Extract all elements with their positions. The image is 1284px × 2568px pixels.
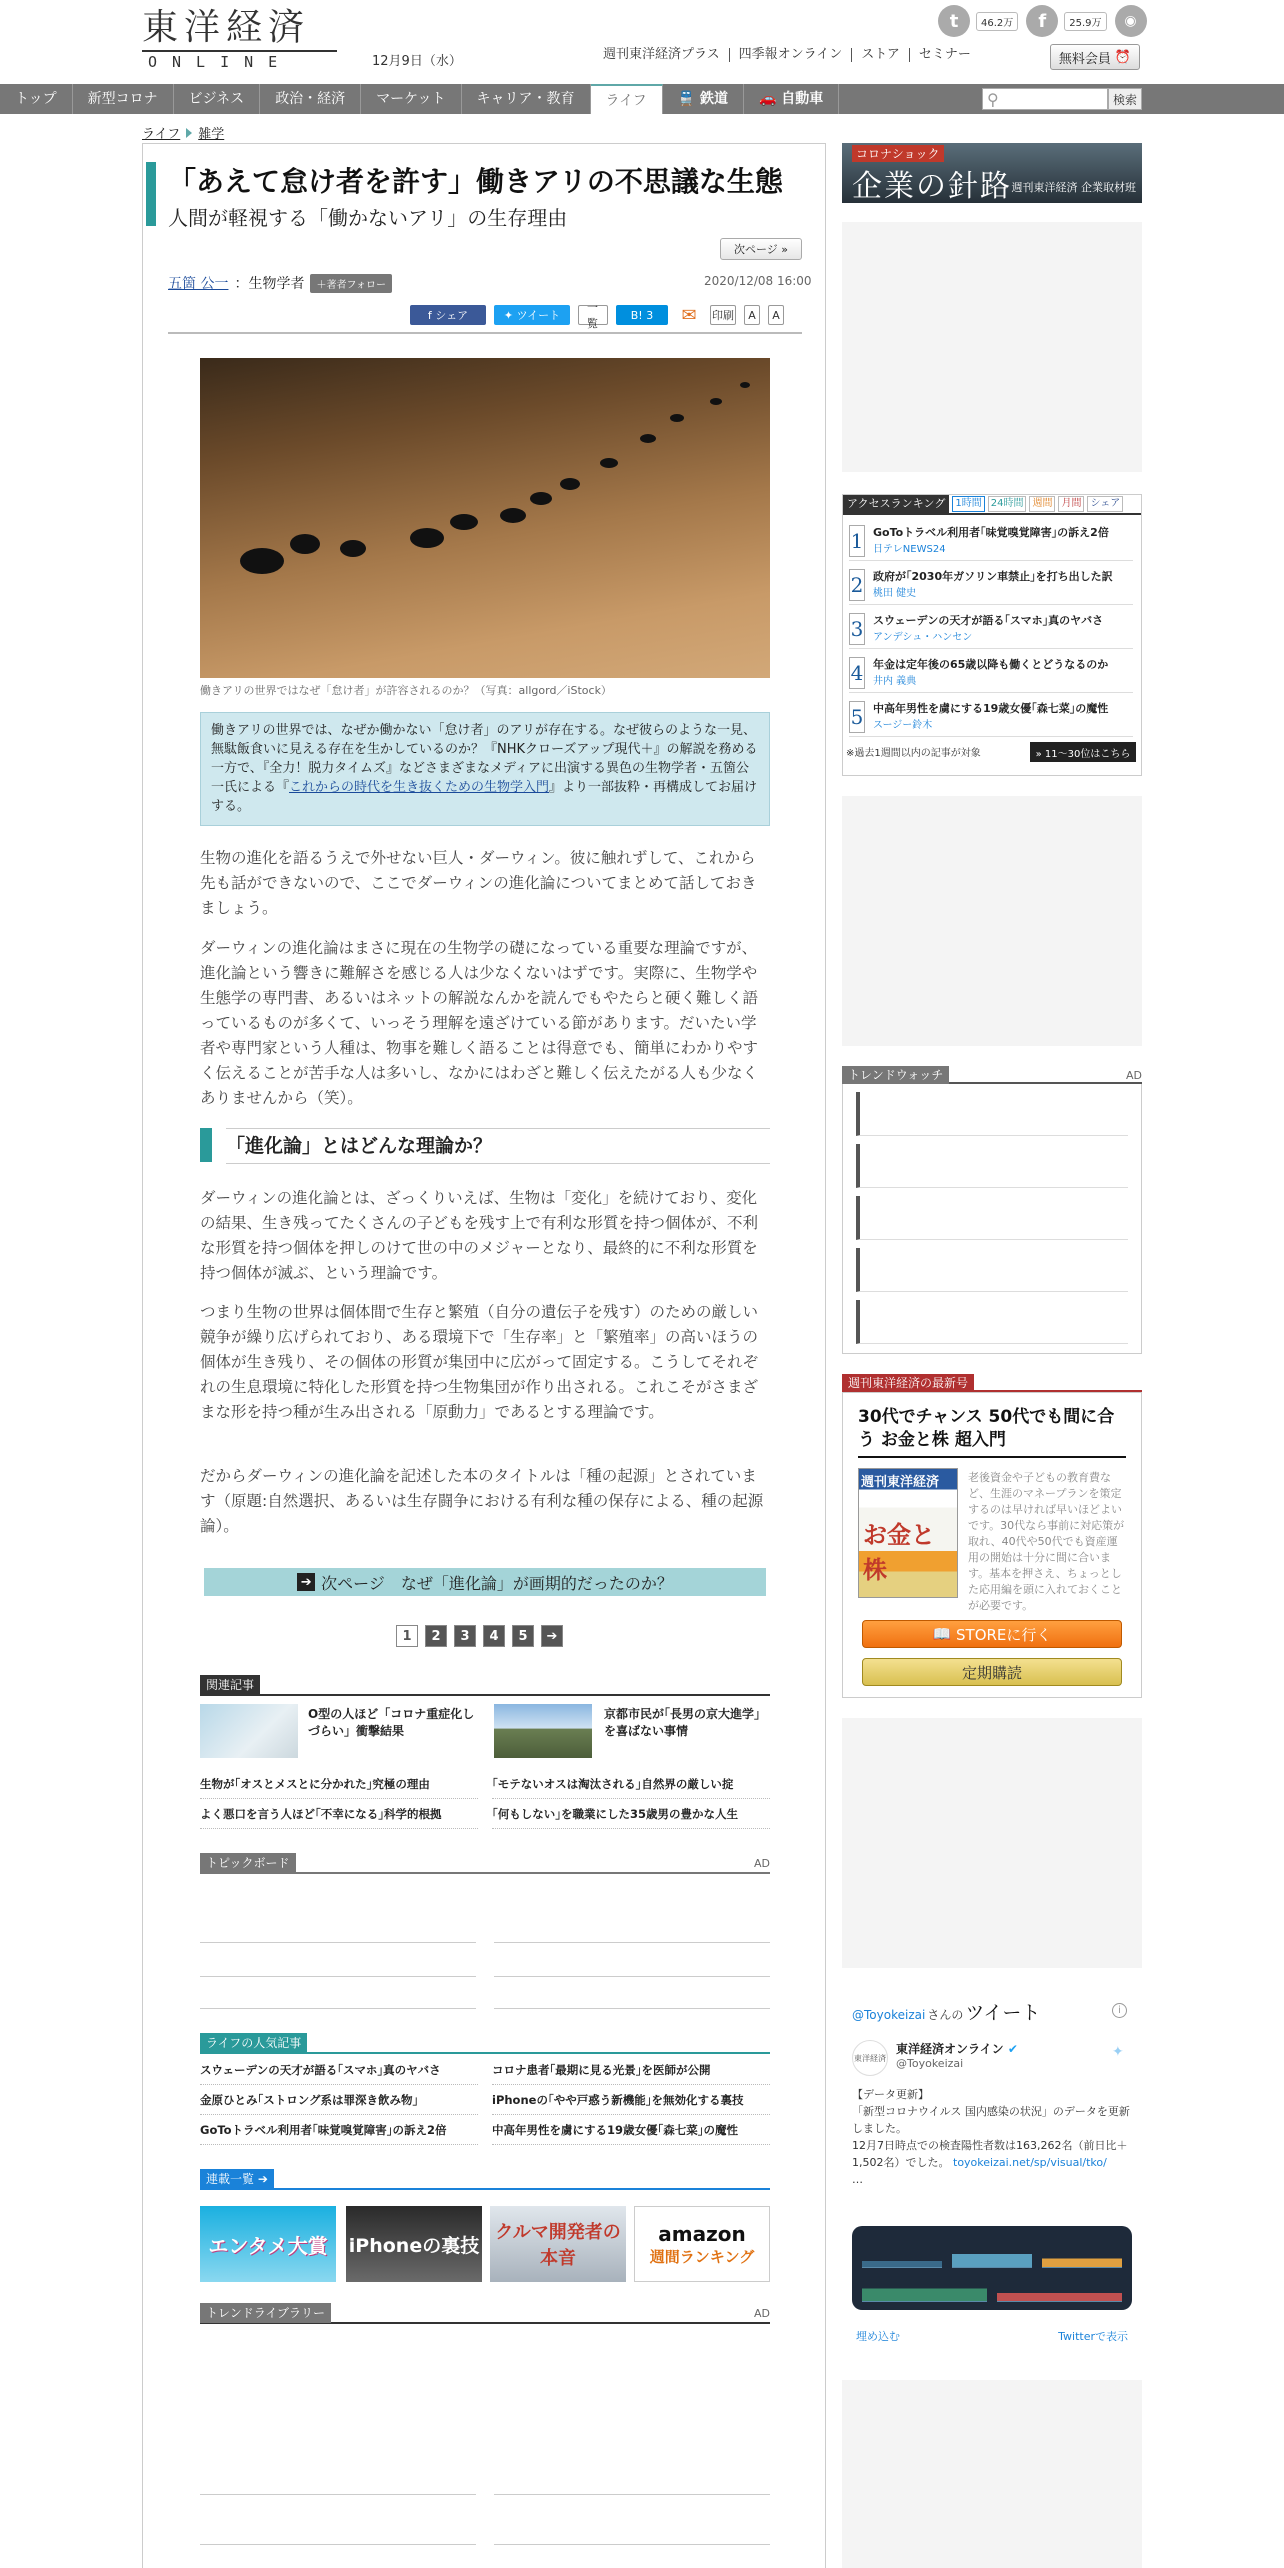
- tweet-text: 【データ更新】 「新型コロナウイルス 国内感染の状況」のデータを更新しました。 12月7日時点での検査陽性者数は163,262名（前日比＋1,502名）でした。 toyokeizai.net/sp/visual/tko/ …: [852, 2088, 1130, 2186]
- nav-business[interactable]: ビジネス: [174, 84, 261, 114]
- twitter-count: 46.2万: [976, 12, 1018, 31]
- tweet-account[interactable]: [852, 2040, 1132, 2076]
- nav-career[interactable]: キャリア・教育: [462, 84, 591, 114]
- ad-label: AD: [754, 1857, 770, 1870]
- twitter-bird-icon: ✦: [503, 308, 517, 322]
- rank-number: 5: [849, 701, 865, 733]
- mail-icon[interactable]: ✉: [681, 304, 697, 326]
- rank-number: 3: [849, 613, 865, 645]
- breadcrumb-life[interactable]: ライフ: [142, 127, 181, 142]
- section-heading: 「進化論」とはどんな理論か？: [226, 1128, 770, 1164]
- access-ranking: [842, 494, 1142, 776]
- ranking-more-link[interactable]: » 11～30位はこちら: [1030, 742, 1136, 762]
- next-page-label: 次ページ なぜ「進化論」が画期的だったのか？: [321, 1573, 673, 1593]
- related-section-head: [200, 1674, 770, 1696]
- breadcrumb-arrow-icon: [186, 128, 192, 138]
- rank-number: 2: [849, 569, 865, 601]
- page-1[interactable]: 1: [396, 1625, 418, 1647]
- article-paragraph: 生物の進化を語るうえで外せない巨人・ダーウィン。彼に触れずして、これから先も話ができないので、ここでダーウィンの進化論についてまとめて話しておきましょう。: [200, 849, 757, 917]
- rank-source: 井内 義典: [873, 676, 917, 687]
- arrow-right-icon: ➔: [297, 1573, 315, 1591]
- pagination: [396, 1625, 563, 1647]
- rank-number: 4: [849, 657, 865, 689]
- author-follow-button[interactable]: [310, 274, 392, 293]
- store-label: STOREに行く: [956, 1625, 1052, 1644]
- tweet-link[interactable]: toyokeizai.net/sp/visual/tko/: [953, 2156, 1107, 2169]
- share-bar: [410, 301, 784, 330]
- related-thumb[interactable]: [494, 1704, 592, 1758]
- rank-source: 日テレNEWS24: [873, 544, 946, 555]
- photo-caption: 働きアリの世界ではなぜ「怠け者」が許容されるのか？（写真：allgord／iStock）: [200, 684, 612, 697]
- verified-badge-icon: ✔: [1007, 2042, 1018, 2056]
- facebook-icon[interactable]: f: [1026, 5, 1058, 37]
- related-row: [200, 1806, 770, 1829]
- banner-credit: 週刊東洋経済 企業取材班: [1011, 181, 1136, 194]
- magazine-head-label: 週刊東洋経済の最新号: [842, 1374, 974, 1392]
- article-paragraph: だからダーウィンの進化論を記述した本のタイトルは「種の起源」とされています（原題:自然選択、あるいは生存闘争における有利な種の保存による、種の起源論）。: [200, 1467, 764, 1535]
- train-icon: 🚆: [677, 91, 696, 107]
- rank-tab-week[interactable]: 週間: [1029, 496, 1055, 512]
- nav-politics[interactable]: 政治・経済: [260, 84, 361, 114]
- series-head-label: 連載一覧 ➔: [200, 2169, 274, 2189]
- print-button[interactable]: 印刷: [710, 305, 736, 325]
- magazine-title[interactable]: 30代でチャンス 50代でも間に合う お金と株 超入門: [858, 1406, 1126, 1458]
- article-title: 「あえて怠け者を許す」働きアリの不思議な生態: [168, 165, 783, 198]
- rank-source: スージー鈴木: [873, 720, 933, 731]
- social-counts: [938, 4, 1147, 38]
- series-ranking-label: 週間ランキング: [649, 2247, 755, 2266]
- rank-tab-1h[interactable]: 1時間: [952, 496, 984, 512]
- related-row: [200, 1776, 770, 1799]
- ranking-item[interactable]: [849, 525, 1133, 561]
- article-lead: [200, 712, 770, 826]
- search-icon: ⚲: [987, 89, 999, 109]
- rank-source: アンデシュ・ハンセン: [873, 632, 973, 643]
- popular-row: [200, 2062, 770, 2085]
- publish-date: 2020/12/08 16:00: [704, 274, 812, 288]
- author-name[interactable]: 五箇 公一: [168, 276, 229, 292]
- ad-slot: [842, 2380, 1142, 2568]
- topic-board-label: トピックボード: [200, 1853, 296, 1873]
- logo-kanji: 東洋経済: [142, 7, 311, 48]
- twitter-icon[interactable]: t: [938, 5, 970, 37]
- embed-link[interactable]: 埋め込む: [856, 2330, 900, 2343]
- lead-text-pre: 働きアリの世界では、なぜか働かない「怠け者」のアリが存在する。なぜ彼らのような一見、無駄飯食いに見える存在を生かしているのか？『NHKクローズアップ現代＋』の解説を務める一方で、『全力！脱力タイムズ』などさまざまなメディアに出演する異色の生物学者・五箇公一氏による『: [211, 723, 758, 795]
- rank-source: 桃田 健史: [873, 588, 917, 599]
- popular-item[interactable]: 中高年男性を虜にする19歳女優｢森七菜｣の魔性: [492, 2122, 770, 2145]
- subscribe-button[interactable]: 定期購読: [862, 1658, 1122, 1686]
- cover-headline: お金と株: [863, 1520, 935, 1584]
- popular-section-head: [200, 2032, 770, 2054]
- page-2[interactable]: 2: [425, 1625, 447, 1647]
- ranking-note: ※過去1週間以内の記事が対象: [846, 748, 981, 759]
- trend-slot[interactable]: [856, 1248, 1128, 1292]
- amazon-logo-icon: amazon: [658, 2221, 746, 2246]
- page-5[interactable]: 5: [512, 1625, 534, 1647]
- toplink-plus[interactable]: 週刊東洋経済プラス: [603, 47, 720, 62]
- twitter-san: さんの: [927, 2008, 964, 2022]
- nav-railway-label: 鉄道: [699, 91, 728, 107]
- ad-slot: [842, 222, 1142, 472]
- rank-title: 年金は定年後の65歳以降も働くとどうなるのか: [873, 658, 1109, 671]
- toplink-shikiho[interactable]: 四季報オンライン: [729, 48, 852, 62]
- page-next-arrow-icon[interactable]: ➔: [541, 1625, 563, 1647]
- nav-car-label: 自動車: [781, 91, 824, 107]
- trend-slot[interactable]: [856, 1092, 1128, 1136]
- series-entertainment[interactable]: エンタメ大賞: [200, 2206, 336, 2282]
- trend-watch-head: [842, 1064, 1142, 1084]
- series-section-head: [200, 2168, 770, 2190]
- related-head-label: 関連記事: [200, 1675, 260, 1695]
- ad-slot: [842, 796, 1142, 1046]
- next-page-button[interactable]: 次ページ »: [720, 238, 802, 260]
- cover-brand: 週刊東洋経済: [861, 1475, 940, 1490]
- breadcrumb: [142, 123, 224, 142]
- fb-share-label: シェア: [435, 309, 469, 322]
- popular-row: [200, 2092, 770, 2115]
- topic-board-head: [200, 1852, 770, 1874]
- related-item[interactable]: ｢モテないオスは淘汰される｣自然界の厳しい掟: [492, 1776, 770, 1799]
- rank-tab-24h[interactable]: 24時間: [988, 496, 1027, 512]
- next-page-link[interactable]: [204, 1568, 766, 1596]
- font-small-button[interactable]: A: [744, 305, 760, 325]
- rank-tab-month[interactable]: 月間: [1058, 496, 1084, 512]
- page-3[interactable]: 3: [454, 1625, 476, 1647]
- nav-car[interactable]: [744, 84, 839, 114]
- nav-corona[interactable]: 新型コロナ: [73, 84, 174, 114]
- twitter-widget-footer: [856, 2328, 1128, 2344]
- twitter-bird-icon: ✦: [1112, 2044, 1124, 2060]
- rank-title: 中高年男性を虜にする19歳女優｢森七菜｣の魔性: [873, 702, 1109, 715]
- rss-icon[interactable]: ◉: [1115, 5, 1147, 37]
- breadcrumb-trivia[interactable]: 雑学: [198, 127, 225, 142]
- ad-slot: [842, 1718, 1142, 1968]
- book-icon: 📖: [932, 1625, 957, 1643]
- lead-text-post: 』より一部抜粋・再構成してお届けする。: [211, 780, 758, 814]
- series-ranking[interactable]: [634, 2206, 770, 2282]
- header-date: 12月9日（水）: [372, 54, 462, 69]
- banner-tag: コロナショック: [852, 145, 944, 162]
- trend-watch-label: トレンドウォッチ: [842, 1066, 949, 1084]
- alarm-clock-icon: ⏰: [1114, 49, 1132, 65]
- twitter-tweet-label: ツイート: [965, 2002, 1041, 2024]
- tweet-image[interactable]: [852, 2226, 1132, 2310]
- corona-shock-banner[interactable]: [842, 143, 1142, 203]
- trend-library-head: [200, 2302, 770, 2324]
- nav-market[interactable]: マーケット: [361, 84, 461, 114]
- related-item[interactable]: よく悪口を言う人ほど｢不幸になる｣科学的根拠: [200, 1806, 478, 1829]
- ad-label: AD: [1126, 1069, 1142, 1082]
- twitter-share-button[interactable]: [494, 305, 570, 325]
- rank-title: 政府が｢2030年ガソリン車禁止｣を打ち出した訳: [873, 570, 1113, 583]
- popular-item[interactable]: スウェーデンの天才が語る｢スマホ｣真のヤバさ: [200, 2062, 478, 2085]
- free-member-button[interactable]: [1050, 44, 1140, 70]
- article-paragraph: ダーウィンの進化論はまさに現在の生物学の礎になっている重要な理論ですが、進化論という響きに難解さを感じる人は少なくないはずです。実際に、生物学や生態学の専門書、あるいはネットの解説なんかを読んでもやたらと硬く難しく語っているものが多くて、いっそう理解を遠ざけている節があります。だいたい学者や専門家という人種は、物事を難しく語ることは得意でも、簡単にわかりやすく伝えることが苦手な人は多いし、なかにはわざと難しく伝えたがる人も少なくありませんから（笑）。: [200, 939, 759, 1107]
- popular-item[interactable]: コロナ患者｢最期に見る光景｣を医師が公開: [492, 2062, 770, 2085]
- popular-head-label: ライフの人気記事: [200, 2033, 307, 2053]
- account-avatar: 東洋経済: [852, 2040, 888, 2076]
- search-button[interactable]: 検索: [1108, 88, 1142, 110]
- info-icon[interactable]: i: [1112, 2003, 1127, 2018]
- trend-slot[interactable]: [856, 1196, 1128, 1240]
- logo-online: ONLINE: [142, 50, 337, 72]
- facebook-count: 25.9万: [1064, 12, 1106, 31]
- tw-share-label: ツイート: [516, 309, 561, 322]
- member-label: 無料会員: [1058, 51, 1111, 67]
- share-list-button[interactable]: 一覧: [578, 305, 608, 325]
- ranking-title: アクセスランキング: [843, 495, 949, 513]
- banner-title: 企業の針路: [852, 169, 1012, 203]
- ranking-head: [843, 495, 1141, 515]
- nav-life[interactable]: ライフ: [591, 84, 663, 114]
- rank-number: 1: [849, 525, 865, 557]
- account-handle: @Toyokeizai: [896, 2057, 964, 2070]
- nav-railway[interactable]: [663, 84, 744, 114]
- site-logo[interactable]: [142, 8, 337, 70]
- magazine-cover[interactable]: [858, 1468, 958, 1598]
- author-role: ：生物学者: [234, 276, 305, 292]
- search-input[interactable]: [982, 88, 1108, 110]
- toplink-store[interactable]: ストア: [851, 48, 909, 62]
- ranking-item[interactable]: [849, 701, 1133, 737]
- top-links: [594, 48, 980, 62]
- account-name: 東洋経済オンライン ✔: [896, 2042, 1018, 2056]
- trend-slot[interactable]: [856, 1144, 1128, 1188]
- author-line: [168, 273, 392, 293]
- related-card-title[interactable]: O型の人ほど「コロナ重症化しづらい」衝撃結果: [308, 1707, 475, 1738]
- popular-item[interactable]: GoToトラベル利用者｢味覚嗅覚障害｣の訴え2倍: [200, 2122, 478, 2145]
- trend-library-label: トレンドライブラリー: [200, 2303, 331, 2323]
- car-icon: 🚗: [758, 91, 777, 107]
- series-iphone[interactable]: iPhoneの裏技: [346, 2206, 482, 2282]
- popular-row: [200, 2122, 770, 2145]
- hatena-bookmark-button[interactable]: B! 3: [616, 305, 668, 325]
- article-paragraph: つまり生物の世界は個体間で生存と繁殖（自分の遺伝子を残す）のための厳しい競争が繰り広げられており、ある環境下で「生存率」と「繁殖率」の高いほうの個体が生き残り、その個体の形質が集団中に広がって固定する。こうしてそれぞれの生息環境に特化した形質を持つ生物集団が作り出される。これこそがさまざまな形を持つ種が生み出される「原動力」であるとする理論です。: [200, 1303, 759, 1421]
- article-photo: [200, 358, 770, 678]
- twitter-widget-head: [852, 1998, 1132, 2025]
- font-large-button[interactable]: A: [768, 305, 784, 325]
- related-thumb[interactable]: [200, 1704, 298, 1758]
- toplink-seminar[interactable]: セミナー: [909, 48, 980, 62]
- popular-item[interactable]: iPhoneの｢やや戸惑う新機能｣を無効化する裏技: [492, 2092, 770, 2115]
- ranking-item[interactable]: [849, 569, 1133, 605]
- popular-item[interactable]: 金原ひとみ｢ストロング系は罪深き飲み物｣: [200, 2092, 478, 2115]
- ranking-item[interactable]: [849, 613, 1133, 649]
- facebook-share-button[interactable]: [410, 305, 486, 325]
- page-4[interactable]: 4: [483, 1625, 505, 1647]
- ranking-item[interactable]: [849, 657, 1133, 693]
- store-button[interactable]: [862, 1620, 1122, 1648]
- series-car-dev[interactable]: クルマ開発者の本音: [490, 2206, 626, 2282]
- trend-slot[interactable]: [856, 1300, 1128, 1344]
- site-search: [982, 88, 1142, 110]
- h2-accent-bar: [200, 1128, 212, 1162]
- article-paragraph: ダーウィンの進化論とは、ざっくりいえば、生物は「変化」を続けており、変化の結果、生き残ってたくさんの子どもを残す上で有利な形質を持つ個体が、不利な形質を持つ個体を押しのけて世の中のメジャーとなり、最終的に不利な形質を持つ個体が滅ぶ、という理論です。: [200, 1189, 759, 1282]
- nav-top[interactable]: トップ: [0, 84, 73, 114]
- rank-title: スウェーデンの天才が語る｢スマホ｣真のヤバさ: [873, 614, 1104, 627]
- related-item[interactable]: 生物が｢オスとメスとに分かれた｣究極の理由: [200, 1776, 478, 1799]
- follow-label: 著者フォロー: [326, 279, 386, 291]
- follow-icon: ＋: [316, 279, 327, 291]
- article-subtitle: 人間が軽視する「働かないアリ」の生存理由: [168, 206, 568, 230]
- magazine-head: [842, 1372, 1142, 1392]
- facebook-icon: f: [427, 308, 436, 322]
- book-link[interactable]: これからの時代を生き抜くための生物学入門: [289, 780, 550, 795]
- magazine-description: 老後資金や子どもの教育費など、生涯のマネープランを策定するのは早ければ早いほどよいです。30代なら事前に対応策が取れ、40代や50代でも資産運用の開始は十分に間に合います。基本を押さえ、ちょっとした応用編を頭に入れておくことが必要です。: [968, 1471, 1125, 1612]
- rank-tab-share[interactable]: シェア: [1087, 496, 1123, 512]
- related-card-title[interactable]: 京都市民が｢長男の京大進学｣を喜ばない事情: [604, 1707, 761, 1738]
- rank-title: GoToトラベル利用者｢味覚嗅覚障害｣の訴え2倍: [873, 526, 1109, 539]
- twitter-at-handle[interactable]: @Toyokeizai: [852, 2008, 926, 2022]
- view-on-twitter-link[interactable]: Twitterで表示: [1058, 2330, 1128, 2343]
- title-accent-bar: [146, 162, 156, 226]
- ad-label: AD: [754, 2307, 770, 2320]
- related-item[interactable]: ｢何もしない｣を職業にした35歳男の豊かな人生: [492, 1806, 770, 1829]
- divider: [168, 332, 802, 334]
